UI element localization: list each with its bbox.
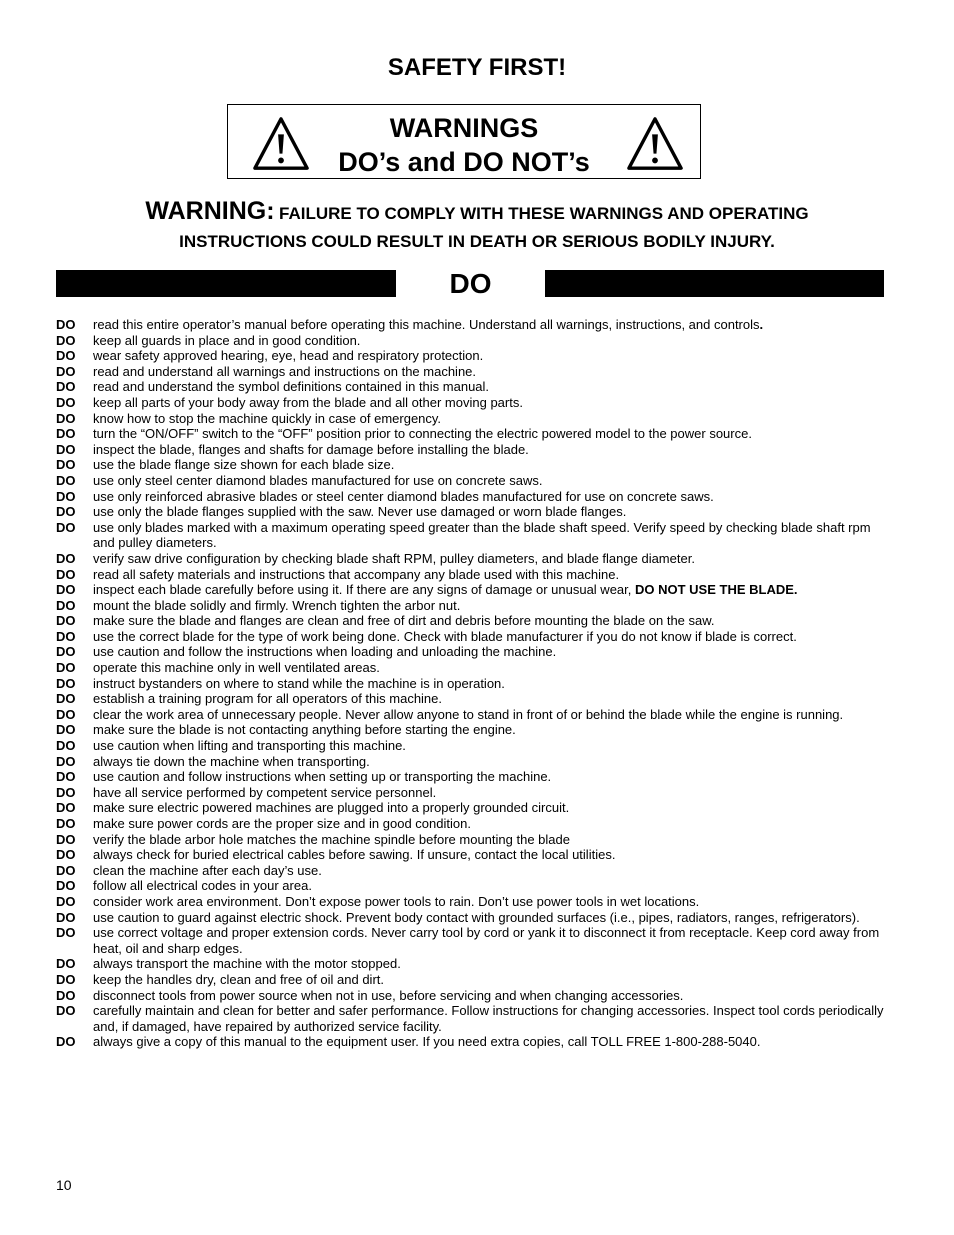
list-item <box>56 691 886 707</box>
item-text: use caution and follow the instructions when loading and unloading the machine. <box>93 644 557 660</box>
list-item <box>56 800 886 816</box>
list-item <box>56 863 886 879</box>
item-text: establish a training program for all operators of this machine. <box>93 691 443 707</box>
item-text: instruct bystanders on where to stand while the machine is in operation. <box>93 675 505 691</box>
warnings-box <box>227 104 701 179</box>
item-text: operate this machine only in well ventilated areas. <box>93 660 380 676</box>
item-text: use only reinforced abrasive blades or steel center diamond blades manufactured for use on concrete saws. <box>93 488 714 504</box>
item-text: use only the blade flanges supplied with the saw. Never use damaged or worn blade flanges. <box>93 504 627 520</box>
do-keyword: DO <box>56 925 76 941</box>
do-keyword: DO <box>56 1003 76 1019</box>
list-item <box>56 676 886 692</box>
list-item <box>56 910 886 926</box>
do-keyword: DO <box>56 488 76 504</box>
list-item <box>56 317 886 333</box>
do-keyword: DO <box>56 363 76 379</box>
list-item <box>56 582 886 598</box>
list-item <box>56 598 886 614</box>
item-text: read all safety materials and instructions that accompany any blade used with this machine. <box>93 566 620 582</box>
item-text: follow all electrical codes in your area. <box>93 878 312 894</box>
list-item <box>56 660 886 676</box>
do-keyword: DO <box>56 1034 76 1050</box>
list-item <box>56 972 886 988</box>
do-keyword: DO <box>56 348 76 364</box>
do-keyword: DO <box>56 628 76 644</box>
list-item <box>56 832 886 848</box>
page-number: 10 <box>56 1177 72 1193</box>
do-keyword: DO <box>56 706 76 722</box>
page-title: SAFETY FIRST! <box>387 54 567 81</box>
do-keyword: DO <box>56 582 76 598</box>
list-item <box>56 894 886 910</box>
list-item <box>56 644 886 660</box>
list-item <box>56 473 886 489</box>
do-keyword: DO <box>56 472 76 488</box>
list-item <box>56 707 886 723</box>
do-keyword: DO <box>56 332 76 348</box>
do-keyword: DO <box>56 504 76 520</box>
list-item <box>56 847 886 863</box>
do-keyword: DO <box>56 893 76 909</box>
do-keyword: DO <box>56 738 76 754</box>
list-item <box>56 457 886 473</box>
item-text: carefully maintain and clean for better and safer performance. Follow instructions for changing accessories. Inspect tool cords periodically and, if damaged, have repaired by authorized service facility. <box>93 1003 884 1034</box>
list-item <box>56 442 886 458</box>
warning-line-2: INSTRUCTIONS COULD RESULT IN DEATH OR SERIOUS BODILY INJURY. <box>179 232 775 251</box>
item-text: verify saw drive configuration by checking blade shaft RPM, pulley diameters, and blade flange diameter. <box>93 550 695 566</box>
do-keyword: DO <box>56 410 76 426</box>
list-item <box>56 925 886 956</box>
item-text: always tie down the machine when transporting. <box>93 753 370 769</box>
item-text: inspect each blade carefully before using it. If there are any signs of damage or unusual wear, <box>93 582 635 598</box>
item-text: verify the blade arbor hole matches the machine spindle before mounting the blade <box>93 831 570 847</box>
do-keyword: DO <box>56 379 76 395</box>
do-keyword: DO <box>56 550 76 566</box>
item-text: disconnect tools from power source when not in use, before servicing and when changing accessories. <box>93 987 684 1003</box>
list-item <box>56 878 886 894</box>
do-keyword: DO <box>56 971 76 987</box>
do-keyword: DO <box>56 753 76 769</box>
item-emphasis: . <box>759 317 764 332</box>
list-item <box>56 769 886 785</box>
list-item <box>56 956 886 972</box>
do-keyword: DO <box>56 441 76 457</box>
item-text: read this entire operator’s manual before operating this machine. Understand all warnings, instructions, and controls <box>93 317 760 332</box>
list-item <box>56 551 886 567</box>
item-text: use correct voltage and proper extension cords. Never carry tool by cord or yank it to disconnect it from receptacle. Keep cord away from heat, oil and sharp edges. <box>93 925 880 956</box>
warning-triangle-icon <box>626 115 684 173</box>
list-item <box>56 816 886 832</box>
do-keyword: DO <box>56 426 76 442</box>
do-keyword: DO <box>56 566 76 582</box>
list-item <box>56 738 886 754</box>
list-item <box>56 426 886 442</box>
item-text: use caution when lifting and transporting this machine. <box>93 738 406 754</box>
item-text: mount the blade solidly and firmly. Wrench tighten the arbor nut. <box>93 597 461 613</box>
list-item <box>56 520 886 551</box>
item-text: consider work area environment. Don’t expose power tools to rain. Don’t use power tools in wet locations. <box>93 893 700 909</box>
list-item <box>56 411 886 427</box>
item-text: always check for buried electrical cables before sawing. If unsure, contact the local utilities. <box>93 847 616 863</box>
warning-lead: WARNING: <box>145 197 275 225</box>
do-keyword: DO <box>56 847 76 863</box>
do-keyword: DO <box>56 722 76 738</box>
item-emphasis: DO NOT USE THE BLADE. <box>635 582 798 598</box>
list-item <box>56 567 886 583</box>
list-item <box>56 754 886 770</box>
do-keyword: DO <box>56 831 76 847</box>
item-text: wear safety approved hearing, eye, head and respiratory protection. <box>93 348 484 364</box>
warning-line-1: FAILURE TO COMPLY WITH THESE WARNINGS AND OPERATING <box>279 204 809 223</box>
list-item <box>56 395 886 411</box>
item-text: make sure power cords are the proper size and in good condition. <box>93 816 471 831</box>
list-item <box>56 722 886 738</box>
do-keyword: DO <box>56 956 76 972</box>
list-item <box>56 1034 886 1050</box>
item-text: make sure the blade and flanges are clean and free of dirt and debris before mounting the blade on the saw. <box>93 613 715 629</box>
item-text: clean the machine after each day’s use. <box>93 862 322 878</box>
do-keyword: DO <box>56 457 76 473</box>
do-list <box>56 317 886 1050</box>
item-text: turn the “ON/OFF” switch to the “OFF” position prior to connecting the electric powered model to the power source. <box>93 426 752 442</box>
item-text: always give a copy of this manual to the equipment user. If you need extra copies, call TOLL FREE 1-800-288-5040. <box>93 1034 761 1050</box>
item-text: know how to stop the machine quickly in case of emergency. <box>93 410 442 426</box>
warning-notice <box>60 198 894 255</box>
section-bar-right <box>545 270 884 297</box>
list-item <box>56 613 886 629</box>
list-item <box>56 489 886 505</box>
list-item <box>56 1003 886 1034</box>
section-bar-left <box>56 270 396 297</box>
do-keyword: DO <box>56 862 76 878</box>
do-keyword: DO <box>56 769 76 785</box>
do-keyword: DO <box>56 394 76 410</box>
item-text: inspect the blade, flanges and shafts for damage before installing the blade. <box>93 441 529 457</box>
do-keyword: DO <box>56 597 76 613</box>
do-keyword: DO <box>56 675 76 691</box>
item-text: clear the work area of unnecessary people. Never allow anyone to stand in front of or behind the blade while the engine is running. <box>93 706 844 722</box>
list-item <box>56 364 886 380</box>
item-text: read and understand the symbol definitions contained in this manual. <box>93 379 490 395</box>
list-item <box>56 629 886 645</box>
item-text: keep all guards in place and in good condition. <box>93 332 361 348</box>
list-item <box>56 785 886 801</box>
item-text: read and understand all warnings and instructions on the machine. <box>93 363 477 379</box>
item-text: use caution to guard against electric shock. Prevent body contact with grounded surfaces (i.e., pipes, radiators, ranges, refrigerators). <box>93 909 860 925</box>
do-keyword: DO <box>56 909 76 925</box>
do-keyword: DO <box>56 519 76 535</box>
section-title: DO <box>449 268 492 299</box>
item-text: use the correct blade for the type of work being done. Check with blade manufacturer if you do not know if blade is correct. <box>93 628 797 644</box>
item-text: use caution and follow instructions when setting up or transporting the machine. <box>93 769 552 785</box>
do-keyword: DO <box>56 816 76 831</box>
item-text: use only blades marked with a maximum operating speed greater than the blade shaft speed. Verify speed by checking blade shaft rpm and pulley diameters. <box>93 519 871 551</box>
item-text: keep all parts of your body away from the blade and all other moving parts. <box>93 394 523 410</box>
item-text: use only steel center diamond blades manufactured for use on concrete saws. <box>93 472 543 488</box>
do-keyword: DO <box>56 784 76 800</box>
list-item <box>56 504 886 520</box>
list-item <box>56 333 886 349</box>
item-text: have all service performed by competent service personnel. <box>93 784 437 800</box>
do-keyword: DO <box>56 660 76 676</box>
item-text: make sure the blade is not contacting anything before starting the engine. <box>93 722 516 738</box>
dos-and-donts-heading: DO’s and DO NOT’s <box>338 147 590 177</box>
item-text: use the blade flange size shown for each blade size. <box>93 457 395 473</box>
list-item <box>56 379 886 395</box>
item-text: always transport the machine with the motor stopped. <box>93 956 401 972</box>
item-text: make sure electric powered machines are plugged into a properly grounded circuit. <box>93 800 570 816</box>
do-keyword: DO <box>56 613 76 629</box>
do-keyword: DO <box>56 317 76 332</box>
do-keyword: DO <box>56 691 76 707</box>
do-keyword: DO <box>56 800 76 816</box>
item-text: keep the handles dry, clean and free of oil and dirt. <box>93 971 385 987</box>
list-item <box>56 988 886 1004</box>
do-keyword: DO <box>56 987 76 1003</box>
list-item <box>56 348 886 364</box>
do-keyword: DO <box>56 878 76 894</box>
do-keyword: DO <box>56 644 76 660</box>
warnings-heading: WARNINGS <box>389 113 539 143</box>
